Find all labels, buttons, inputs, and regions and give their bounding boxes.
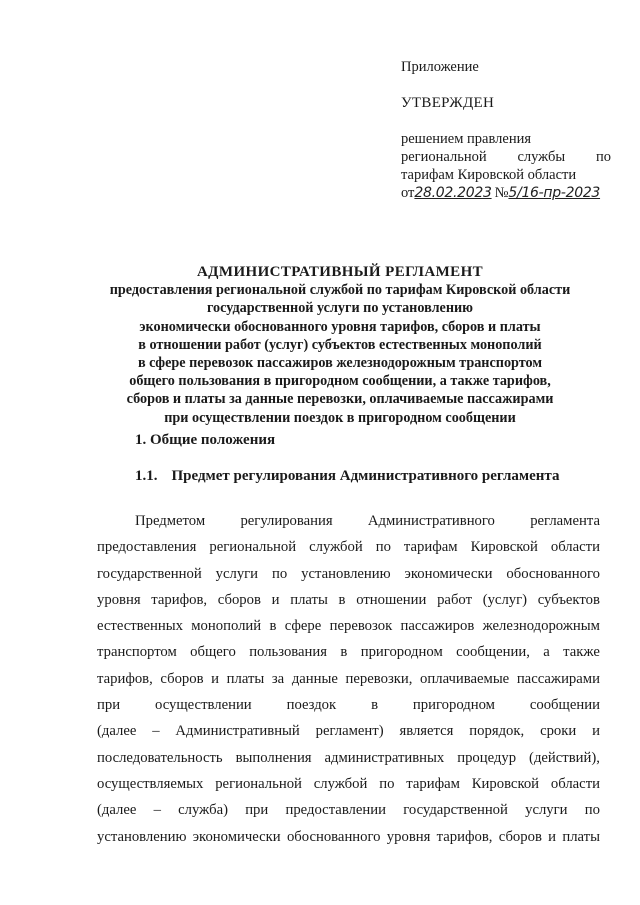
decision-line-1: решением правления	[401, 131, 532, 147]
paragraph-word: сообщении,	[456, 644, 530, 661]
paragraph-line	[97, 797, 600, 823]
decision-word: региональной	[401, 149, 487, 165]
paragraph-word: служба)	[178, 802, 228, 819]
paragraph-word: административных	[324, 749, 445, 766]
paragraph-word: и	[592, 723, 600, 740]
paragraph-word: за	[271, 670, 285, 687]
paragraph-word: осуществлении	[154, 697, 252, 714]
decision-line-2	[401, 148, 611, 166]
paragraph-word: при	[245, 802, 269, 819]
title-line: предоставления региональной службой по тарифам Кировской области	[109, 282, 571, 299]
paragraph-line	[97, 534, 600, 560]
paragraph-word: уровня	[97, 591, 141, 608]
paragraph-word: услуги	[525, 802, 568, 819]
paragraph-word: осуществляемых	[97, 775, 204, 792]
paragraph-word: предоставлении	[285, 802, 386, 819]
decision-line-3: тарифам Кировской области	[401, 167, 577, 183]
paragraph-word: и	[271, 591, 280, 608]
handwritten-number: 5/16-пр-2023	[508, 185, 601, 201]
paragraph-word: процедур	[457, 749, 517, 766]
paragraph-word: Административный	[175, 723, 300, 740]
paragraph-word: транспортом	[97, 644, 177, 661]
paragraph-line	[97, 771, 600, 797]
paragraph-word: естественных	[97, 618, 183, 635]
paragraph-word: –	[153, 802, 161, 819]
paragraph-word: региональной	[215, 775, 302, 792]
paragraph-line	[97, 561, 600, 587]
paragraph-word: (далее	[97, 802, 137, 819]
paragraph-line	[97, 718, 600, 744]
paragraph-word: регламент)	[315, 723, 384, 740]
paragraph-word: государственной	[97, 565, 202, 582]
paragraph-word: сборов	[160, 670, 204, 687]
paragraph-word: обоснованного	[506, 565, 600, 582]
document-title	[60, 263, 620, 427]
paragraph-word: оплачиваемые	[420, 670, 510, 687]
decision-word: по	[595, 149, 611, 165]
paragraph-word: платы	[226, 670, 265, 687]
paragraph-word: службой	[309, 539, 363, 556]
paragraph-word: поездок	[286, 697, 337, 714]
paragraph-word: и	[548, 828, 557, 845]
paragraph-word: монополий	[191, 618, 262, 635]
handwritten-date: 28.02.2023	[414, 185, 492, 201]
paragraph-word: сборов	[217, 591, 261, 608]
paragraph-word: работ	[437, 591, 472, 608]
paragraph-word: платы	[562, 828, 600, 845]
paragraph-line	[97, 745, 600, 771]
title-line: при осуществлении поездок в пригородном сообщении	[164, 409, 516, 426]
paragraph-word: регламента	[530, 513, 600, 529]
paragraph-word: перевозки,	[345, 670, 413, 687]
paragraph-word: государственной	[403, 802, 508, 819]
paragraph-word: а	[543, 644, 550, 661]
paragraph-line	[97, 824, 600, 850]
paragraph-word: обоснованного	[286, 828, 381, 845]
approved-label: УТВЕРЖДЕН	[401, 95, 495, 111]
paragraph-word: тарифов,	[436, 828, 493, 845]
paragraph-word: данные	[291, 670, 338, 687]
paragraph-word: пассажиров	[400, 618, 475, 635]
decision-word: службы	[517, 149, 566, 165]
paragraph-word: (далее	[97, 723, 137, 740]
paragraph-word: и	[211, 670, 220, 687]
paragraph-word: по	[271, 565, 288, 582]
title-line: общего пользования в пригородном сообщении, а также тарифов,	[129, 373, 551, 390]
paragraph-word: сборов	[498, 828, 542, 845]
paragraph-word: сфере	[284, 618, 322, 635]
paragraph-line	[97, 692, 600, 718]
paragraph-word: выполнения	[235, 749, 312, 766]
subsection-heading	[135, 468, 559, 485]
title-main: АДМИНИСТРАТИВНЫЙ РЕГЛАМЕНТ	[196, 264, 484, 280]
paragraph-word: общего	[190, 644, 236, 661]
paragraph-word: установлению	[97, 828, 187, 845]
paragraph-word: тарифов,	[151, 591, 208, 608]
paragraph-word: отношении	[356, 591, 427, 608]
paragraph-word: сроки	[540, 723, 577, 740]
paragraph-word: в	[338, 591, 346, 608]
paragraph-word: в	[269, 618, 277, 635]
title-line: в отношении работ (услуг) субъектов естественных монополий	[138, 336, 542, 353]
paragraph-word: сообщении	[529, 697, 600, 714]
appendix-label: Приложение	[401, 59, 479, 75]
from-prefix: от	[401, 185, 415, 201]
paragraph-word: региональной	[209, 539, 297, 556]
paragraph-word: –	[152, 723, 160, 740]
paragraph-word: области	[550, 775, 600, 792]
paragraph-word: Кировской	[471, 775, 540, 792]
paragraph-word: экономически	[404, 565, 493, 582]
paragraph-word: тарифам	[403, 539, 458, 556]
title-line: экономически обоснованного уровня тарифов, сборов и платы	[139, 318, 541, 335]
title-line: в сфере перевозок пассажиров железнодорожным транспортом	[137, 355, 543, 372]
paragraph-word: также	[563, 644, 600, 661]
paragraph-word: при	[97, 697, 121, 714]
paragraph-word: тарифов,	[97, 670, 153, 687]
paragraph-word: установлению	[301, 565, 391, 582]
paragraph-line	[97, 666, 600, 692]
paragraph-word: перевозок	[329, 618, 393, 635]
paragraph-word: области	[550, 539, 600, 556]
paragraph-word: в	[340, 644, 348, 661]
paragraph-word: является	[399, 723, 454, 740]
paragraph-word: в	[371, 697, 378, 714]
paragraph-word: услуги	[215, 565, 259, 582]
paragraph-word: железнодорожным	[482, 618, 600, 635]
paragraph-word: по	[375, 539, 391, 556]
paragraph-word: экономически	[192, 828, 281, 845]
paragraph-word: порядок,	[469, 723, 525, 740]
paragraph-word: уровня	[386, 828, 431, 845]
subsection-title: Предмет регулирования Административного регламента	[171, 468, 560, 484]
paragraph-word: платы	[290, 591, 328, 608]
paragraph-word: (услуг)	[482, 591, 528, 608]
paragraph-word: субъектов	[537, 591, 600, 608]
title-line: государственной услуги по установлению	[206, 300, 474, 317]
paragraph-word: службой	[313, 775, 368, 792]
paragraph-line	[97, 587, 600, 613]
paragraph-word: тарифам	[406, 775, 460, 792]
title-line: сборов и платы за данные перевозки, оплачиваемые пассажирами	[126, 391, 554, 408]
paragraph-word: по	[379, 775, 395, 792]
paragraph-word: предоставления	[97, 539, 197, 556]
paragraph-word: по	[584, 802, 600, 819]
subsection-number: 1.1.	[135, 468, 158, 484]
body-paragraph	[97, 508, 600, 850]
paragraph-word: пригородном	[360, 644, 443, 661]
paragraph-word: Кировской	[470, 539, 538, 556]
approval-stamp-block	[401, 58, 611, 202]
paragraph-line	[97, 613, 600, 639]
paragraph-line	[97, 508, 600, 534]
paragraph-word: последовательность	[97, 749, 223, 766]
paragraph-word: пользования	[249, 644, 328, 661]
decision-date-number	[401, 184, 611, 202]
paragraph-word: пригородном	[412, 697, 495, 714]
paragraph-word: пассажирами	[516, 670, 600, 687]
paragraph-line	[97, 639, 600, 665]
paragraph-word: Предметом	[135, 513, 206, 529]
paragraph-word: Административного	[367, 513, 495, 529]
paragraph-word: регулирования	[240, 513, 333, 529]
paragraph-word: (действий),	[529, 749, 600, 766]
section-heading: 1. Общие положения	[135, 432, 276, 448]
number-prefix: №	[494, 185, 509, 201]
